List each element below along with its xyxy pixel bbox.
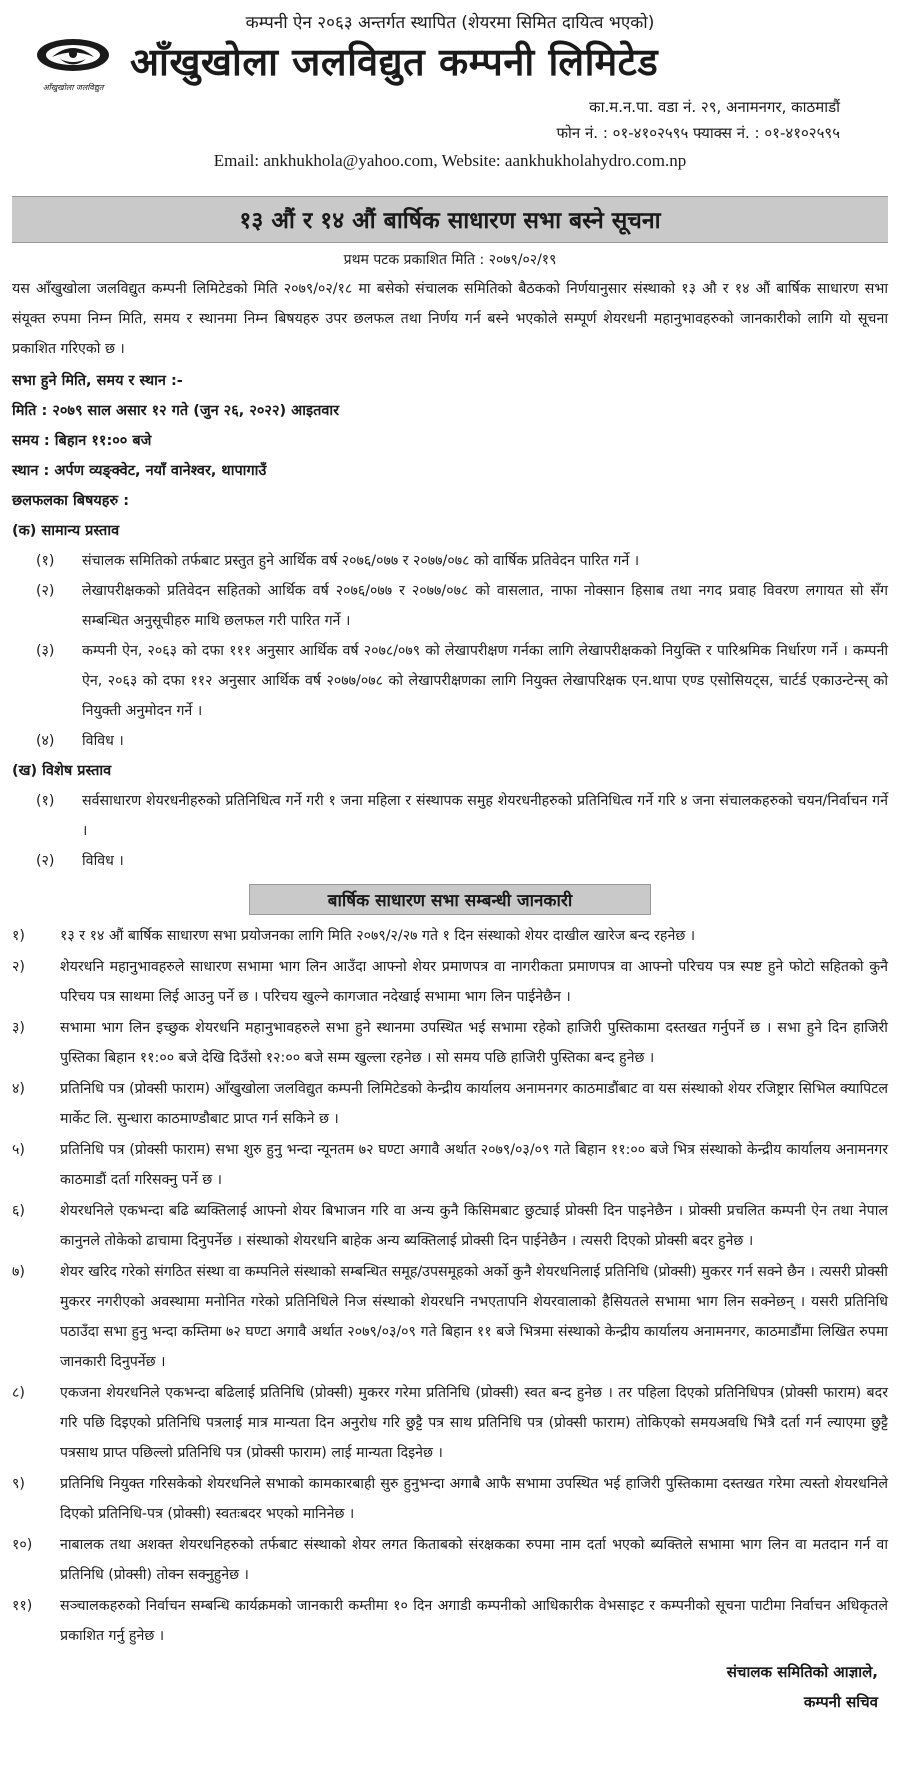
list-item: १०) नाबालक तथा अशक्त शेयरधनिहरुको तर्फबाट संस्थाको शेयर लगत किताबको संरक्षकका रुपमा नाम दर्ता भएको ब्यक्तिले सभामा भाग लिन वा मतदान गर्न वा प्रतिनिधि (प्रोक्सी) तोक्न सक्नुहुनेछ ।: [12, 1537, 888, 1583]
general-proposal-heading: (क) सामान्य प्रस्ताव: [12, 523, 120, 539]
signature-line-1: संचालक समितिको आज्ञाले,: [726, 1663, 878, 1681]
water-drop-logo-icon: [30, 35, 116, 81]
info-heading-wrap: [12, 884, 888, 915]
agenda-heading: छलफलका बिषयहरु :: [12, 493, 129, 509]
notice-intro: यस आँखुखोला जलविद्युत कम्पनी लिमिटेडको मिति २०७९/०२/१८ मा बसेको संचालक समितिको बैठकको निर्णयानुसार संस्थाको १३ औ र १४ औं बार्षिक साधारण सभा संयूक्त रुपमा निम्न मिति, समय र स्थानमा निम्न बिषयहरु उपर छलफल तथा निर्णय गर्न बस्ने भएकोले सम्पूर्ण शेयरधनी महानुभावहरुको जानकारीको लागि यो सूचना प्रकाशित गरिएको छ ।: [12, 281, 888, 357]
company-address: का.म.न.पा. वडा नं. २९, अनामनगर, काठमाडौं: [589, 98, 840, 116]
list-item: ३) सभामा भाग लिन इच्छुक शेयरधनि महानुभावहरुले सभा हुने स्थानमा उपस्थित भई सभामा रहेको हाजिरी पुस्तिकामा दस्तखत गर्नुपर्ने छ । सभा हुने दिन हाजिरी पुस्तिका बिहान ११:०० बजे देखि दिउँसो १२:०० बजे सम्म खुल्ला रहनेछ । सो समय पछि हाजिरी पुस्तिका बन्द हुनेछ ।: [12, 1020, 888, 1066]
list-item: ६) शेयरधनिले एकभन्दा बढि ब्यक्तिलाई आफ्नो शेयर बिभाजन गरि वा अन्य कुनै किसिमबाट छुट्याई प्रोक्सी दिन पाइनेछैन । प्रोक्सी प्रचलित कम्पनी ऐन तथा नेपाल कानुनले तोकेको ढाचामा दिनुपर्नेछ । संस्थाको शेयरधनि बाहेक अन्य ब्यक्तिलाई प्रोक्सी दिन पाईनेछैन । त्यसरी दिएको प्रोक्सी बदर हुनेछ ।: [12, 1203, 888, 1249]
list-item: (३) कम्पनी ऐन, २०६३ को दफा १११ अनुसार आर्थिक वर्ष २०७८/०७९ को लेखापरीक्षण गर्नका लागि लेखापरीक्षकको नियुक्ति र पारिश्रमिक निर्धारण गर्ने । कम्पनी ऐन, २०६३ को दफा ११२ अनुसार आर्थिक वर्ष २०७७/०७८ को लेखापरीक्षणका लागि नियुक्त लेखापरिक्षक एन.थापा एण्ड एसोसियट्स, चार्टर्ड एकाउन्टेन्स् को नियुक्ती अनुमोदन गर्ने ।: [36, 643, 888, 719]
meeting-date: मिति : २०७९ साल असार १२ गते (जुन २६, २०२२) आइतवार: [12, 403, 340, 419]
signature-block: [12, 1657, 888, 1717]
company-name: आँखुखोला जलविद्युत कम्पनी लिमिटेड: [130, 40, 659, 84]
list-item: ९) प्रतिनिधि नियुक्त गरिसकेको शेयरधनिले सभाको कामकारबाही सुरु हुनुभन्दा अगाबै आफै सभामा उपस्थित भई हाजिरी पुस्तिकामा दस्तखत गरेमा त्यस्तो शेयरधनिले दिएको प्रतिनिधि-पत्र (प्रोक्सी) स्वतःबदर भएको मानिनेछ ।: [12, 1476, 888, 1522]
logo-row: [12, 33, 888, 91]
letterhead: [12, 0, 888, 196]
list-item: (२) लेखापरीक्षकको प्रतिवेदन सहितको आर्थिक वर्ष २०७६/०७७ र २०७७/०७८ को वासलात, नाफा नोक्सान हिसाब तथा नगद प्रवाह विवरण लगायत सो सँग सम्बन्धित अनुसूचीहरु माथि छलफल गरी पारित गर्ने ।: [36, 583, 888, 629]
list-item: (१) संचालक समितिको तर्फबाट प्रस्तुत हुने आर्थिक वर्ष २०७६/०७७ र २०७७/०७८ को वार्षिक प्रतिवेदन पारित गर्ने ।: [36, 553, 640, 569]
meeting-time: समय : बिहान ११:०० बजे: [12, 433, 152, 449]
special-proposal-heading: (ख) विशेष प्रस्ताव: [12, 763, 112, 779]
list-item: ४) प्रतिनिधि पत्र (प्रोक्सी फाराम) आँखुखोला जलविद्युत कम्पनी लिमिटेडको केन्द्रीय कार्यालय अनामनगर काठमाडौंबाट वा यस संस्थाको शेयर रजिष्ट्रार सिभिल क्यापिटल मार्केट लि. सुन्धारा काठमाण्डौबाट प्राप्त गर्न सकिने छ ।: [12, 1081, 888, 1127]
list-item: ८) एकजना शेयरधनिले एकभन्दा बढिलाई प्रतिनिधि (प्रोक्सी) मुकरर गरेमा प्रतिनिधि (प्रोक्सी) स्वत बन्द हुनेछ । तर पहिला दिएको प्रतिनिधिपत्र (प्रोक्सी फाराम) बदर गरि पछि दिइएको प्रतिनिधि पत्रलाई मात्र मान्यता दिन अनुरोध गरि छुट्टै पत्र साथ प्रतिनिधि पत्र (प्रोक्सी फाराम) तोकिएको समयअवधि भित्रै दर्ता गर्न ल्याएमा छुट्टै पत्रसाथ प्राप्त पछिल्लो प्रतिनिधि पत्र (प्रोक्सी फाराम) लाई मान्यता दिइनेछ ।: [12, 1385, 888, 1461]
list-item: (२) विविध ।: [36, 853, 124, 869]
info-heading: बार्षिक साधारण सभा सम्बन्धी जानकारी: [249, 884, 651, 915]
list-item: ७) शेयर खरिद गरेको संगठित संस्था वा कम्पनिले संस्थाको सम्बन्धित समूह/उपसमूहको अर्को कुनै शेयरधनिलाई प्रतिनिधि (प्रोक्सी) मुकरर गर्न सक्ने छैन । त्यसरी प्रोक्सी मुकरर नगरीएको अवस्थामा मनोनित गरेको प्रतिनिधिले निज संस्थाको शेयरधनि नभएतापनि शेयरवालाको हैसियतले सभामा भाग लिन सक्नेछन् । यसरी प्रतिनिधि पठाउँदा सभा हुनु भन्दा कम्तिमा ७२ घण्टा अगावै अर्थात २०७९/०३/०९ गते बिहान ११ बजे भित्रमा संस्थाको केन्द्रीय कार्यालय अनामनगर, काठमाडौंमा लिखित रुपमा जानकारी दिनुपर्नेछ ।: [12, 1264, 888, 1370]
list-item: (१) सर्वसाधारण शेयरधनीहरुको प्रतिनिधित्व गर्ने गरी १ जना महिला र संस्थापक समुह शेयरधनीहरुको प्रतिनिधित्व गर्ने गरि ४ जना संचालकहरुको चयन/निर्वाचन गर्ने ।: [36, 793, 888, 839]
company-phone: फोन नं. : ०१-४१०२५९५ फ्याक्स नं. : ०१-४१०२५९५: [556, 124, 840, 142]
info-list: [12, 921, 888, 1651]
special-proposal-list: [12, 786, 888, 876]
published-date: प्रथम पटक प्रकाशित मिति : २०७९/०२/१९: [343, 252, 557, 268]
company-logo: [30, 35, 116, 93]
general-proposal-list: [12, 546, 888, 756]
list-item: ११) सञ्चालकहरुको निर्वाचन सम्बन्धि कार्यक्रमको जानकारी कम्तीमा १० दिन अगाडी कम्पनीको आधिकारीक वेभसाइट र कम्पनीको सूचना पाटीमा निर्वाचन अधिकृतले प्रकाशित गर्नु हुनेछ ।: [12, 1598, 888, 1644]
notice-title: १३ औं र १४ औं बार्षिक साधारण सभा बस्ने सूचना: [12, 196, 888, 243]
logo-caption: आँखुखोला जलविद्युत: [42, 83, 104, 92]
list-item: (४) विविध ।: [36, 733, 124, 749]
company-contact: Email: ankhukhola@yahoo.com, Website: aankhukholahydro.com.np: [213, 151, 687, 170]
meeting-venue: स्थान : अर्पण व्यङ्क्वेट, नयाँ वानेश्वर, थापागाउँ: [12, 463, 267, 479]
signature-line-2: कम्पनी सचिव: [803, 1693, 878, 1711]
list-item: १) १३ र १४ औं बार्षिक साधारण सभा प्रयोजनका लागि मिति २०७९/२/२७ गते १ दिन संस्थाको शेयर दाखील खारेज बन्द रहनेछ ।: [12, 928, 696, 944]
list-item: २) शेयरधनि महानुभावहरुले साधारण सभामा भाग लिन आउँदा आफ्नो शेयर प्रमाणपत्र वा नागरीकता प्रमाणपत्र वा आफ्नो परिचय पत्र स्पष्ट हुने फोटो सहितको कुनै परिचय पत्र साथमा लिई आउनु पर्ने छ । परिचय खुल्ने कागजात नदेखाई सभामा भाग लिन पाईनेछैन ।: [12, 959, 888, 1005]
registration-line: कम्पनी ऐन २०६३ अन्तर्गत स्थापित (शेयरमा सिमित दायित्व भएको): [245, 13, 655, 33]
meeting-heading: सभा हुने मिति, समय र स्थान :-: [12, 373, 183, 389]
list-item: ५) प्रतिनिधि पत्र (प्रोक्सी फाराम) सभा शुरु हुनु भन्दा न्यूनतम ७२ घण्टा अगावै अर्थात २०७९/०३/०९ गते बिहान ११:०० बजे भित्र संस्थाको केन्द्रीय कार्यालय अनामनगर काठमाडौं दर्ता गरिसक्नु पर्ने छ ।: [12, 1142, 888, 1188]
